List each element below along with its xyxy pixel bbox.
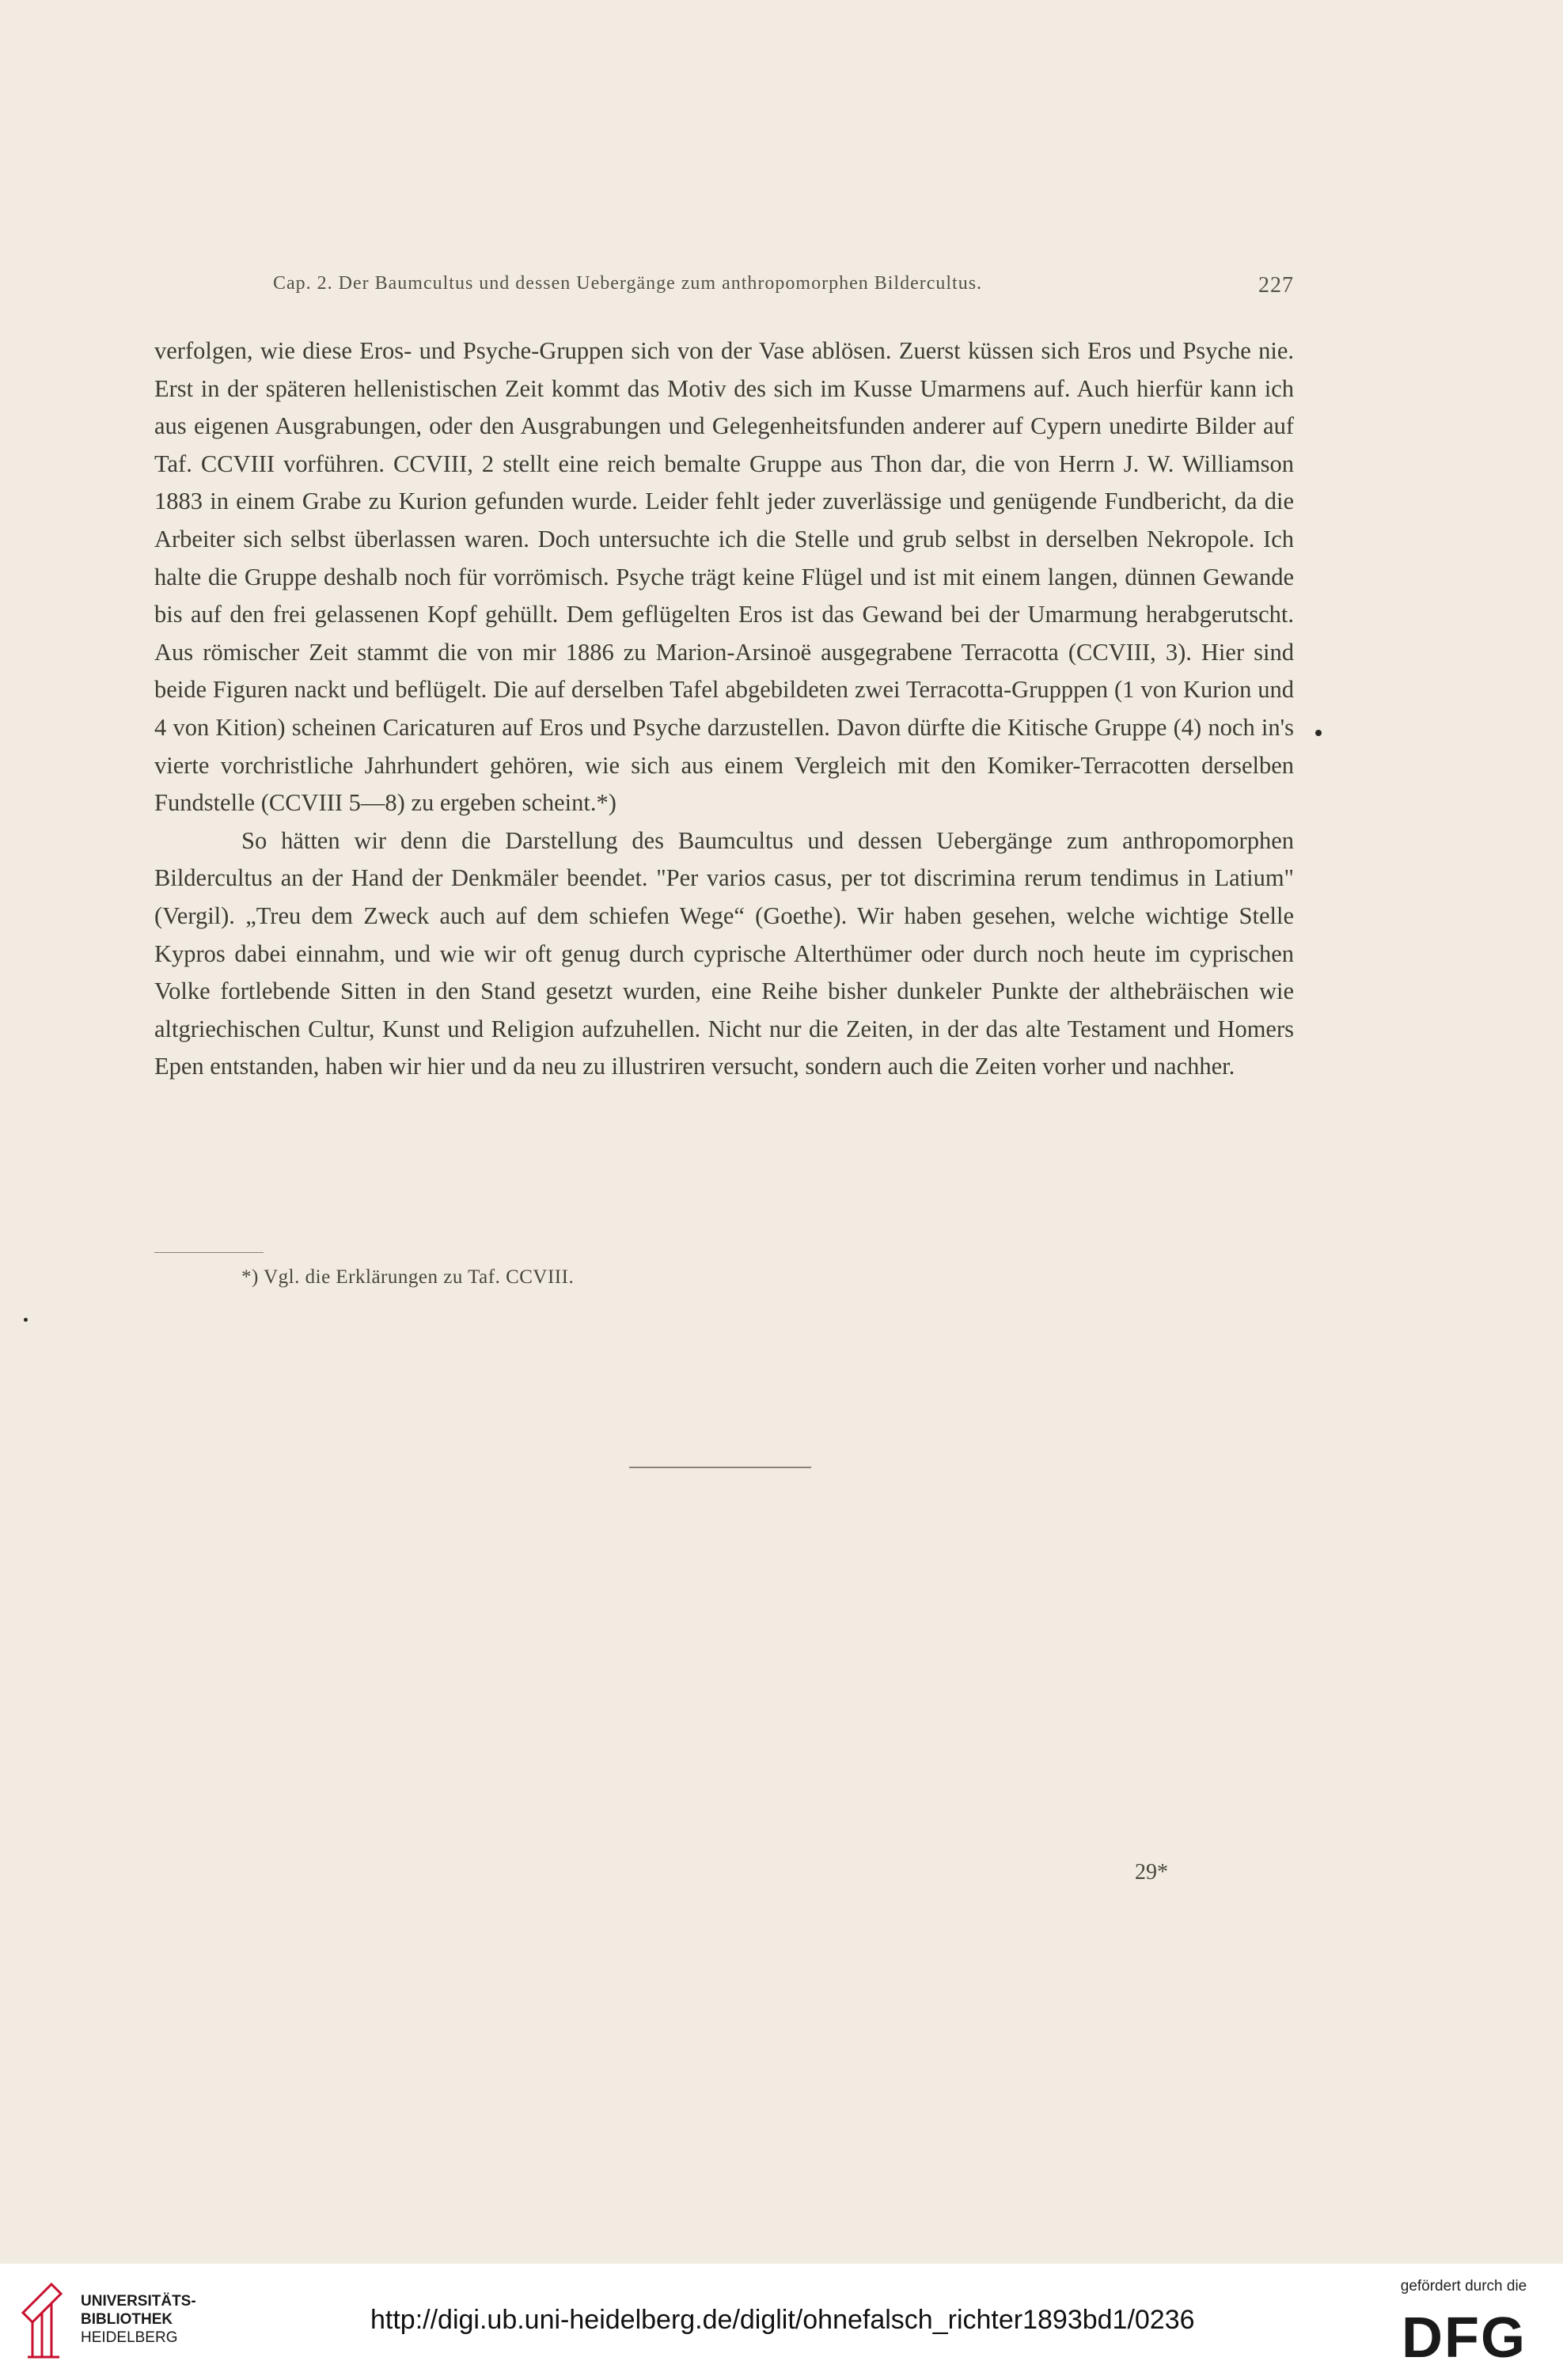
library-name-line: UNIVERSITÄTS- [81,2293,196,2310]
footnote-divider [154,1252,264,1253]
funded-by-label: gefördert durch die [1400,2278,1527,2295]
running-header-title: Cap. 2. Der Baumcultus und dessen Uebergänge zum anthropomorphen Bildercultus. [273,273,983,294]
paragraph: verfolgen, wie diese Eros- und Psyche-Gruppen sich von der Vase ablösen. Zuerst küssen sich Eros und Psyche nie. Erst in der späteren hellenistischen Zeit kommt das Motiv des sich im Kusse Umarmens auf. Auch hierfür kann ich aus eigenen Ausgrabungen, oder den Ausgrabungen und Gelegenheitsfunden anderer auf Cypern unedirte Bilder auf Taf. CCVIII vorführen. CCVIII, 2 stellt eine reich bemalte Gruppe aus Thon dar, die von Herrn J. W. Williamson 1883 in einem Grabe zu Kurion gefunden wurde. Leider fehlt jeder zuverlässige und genügende Fundbericht, da die Arbeiter sich selbst überlassen waren. Doch untersuchte ich die Stelle und grub selbst in derselben Nekropole. Ich halte die Gruppe deshalb noch für vorrömisch. Psyche trägt keine Flügel und ist mit einem langen, dünnen Gewande bis auf den frei gelassenen Kopf gehüllt. Dem geflügelten Eros ist das Gewand bei der Umarmung herabgerutscht. Aus römischer Zeit stammt die von mir 1886 zu Marion-Arsinoë ausgegrabene Terracotta (CCVIII, 3). Hier sind beide Figuren nackt und beflügelt. Die auf derselben Tafel abgebildeten zwei Terracotta-Grupppen (1 von Kurion und 4 von Kition) scheinen Caricaturen auf Eros und Psyche darzustellen. Davon dürfte die Kitische Gruppe (4) noch in's vierte vorchristliche Jahrhundert gehören, wie sich aus einem Vergleich mit den Komiker-Terracotten derselben Fundstelle (CCVIII 5—8) zu ergeben scheint.*) [154,337,1294,817]
paragraph: So hätten wir denn die Darstellung des Baumcultus und dessen Uebergänge zum anthropomorphen Bildercultus an der Hand der Denkmäler beendet. "Per varios casus, per tot discrimina rerum tendimus in Latium" (Vergil). „Treu dem Zweck auch auf dem schiefen Wege“ (Goethe). Wir haben gesehen, welche wichtige Stelle Kypros dabei einnahm, und wie wir oft genug durch cyprische Alterthümer oder durch noch heute im cyprischen Volke fortlebende Sitten in den Stand gesetzt wurden, eine Reihe bisher dunkeler Punkte der althebräischen wie altgriechischen Cultur, Kunst und Religion aufzuhellen. Nicht nur die Zeiten, in der das alte Testament und Homers Epen entstanden, haben wir hier und da neu zu illustriren versucht, sondern auch die Zeiten vorher und nachher. [154,826,1294,1080]
footnote: *) Vgl. die Erklärungen zu Taf. CCVIII. [241,1266,575,1288]
library-logo-icon [20,2281,75,2364]
library-name[interactable] [81,2292,196,2347]
section-end-divider [629,1467,811,1468]
scan-speck [24,1318,28,1322]
library-name-line: HEIDELBERG [81,2329,178,2346]
permalink-url[interactable]: http://digi.ub.uni-heidelberg.de/diglit/ohnefalsch_richter1893bd1/0236 [370,2305,1195,2335]
library-name-line: BIBLIOTHEK [81,2311,173,2328]
dfg-logo[interactable]: DFG [1402,2306,1527,2370]
viewer-footer [0,2264,1563,2380]
body-text [154,332,1294,1086]
scan-speck [1315,730,1322,736]
page-number: 227 [1258,273,1294,298]
sheet-signature: 29* [1135,1860,1168,1885]
